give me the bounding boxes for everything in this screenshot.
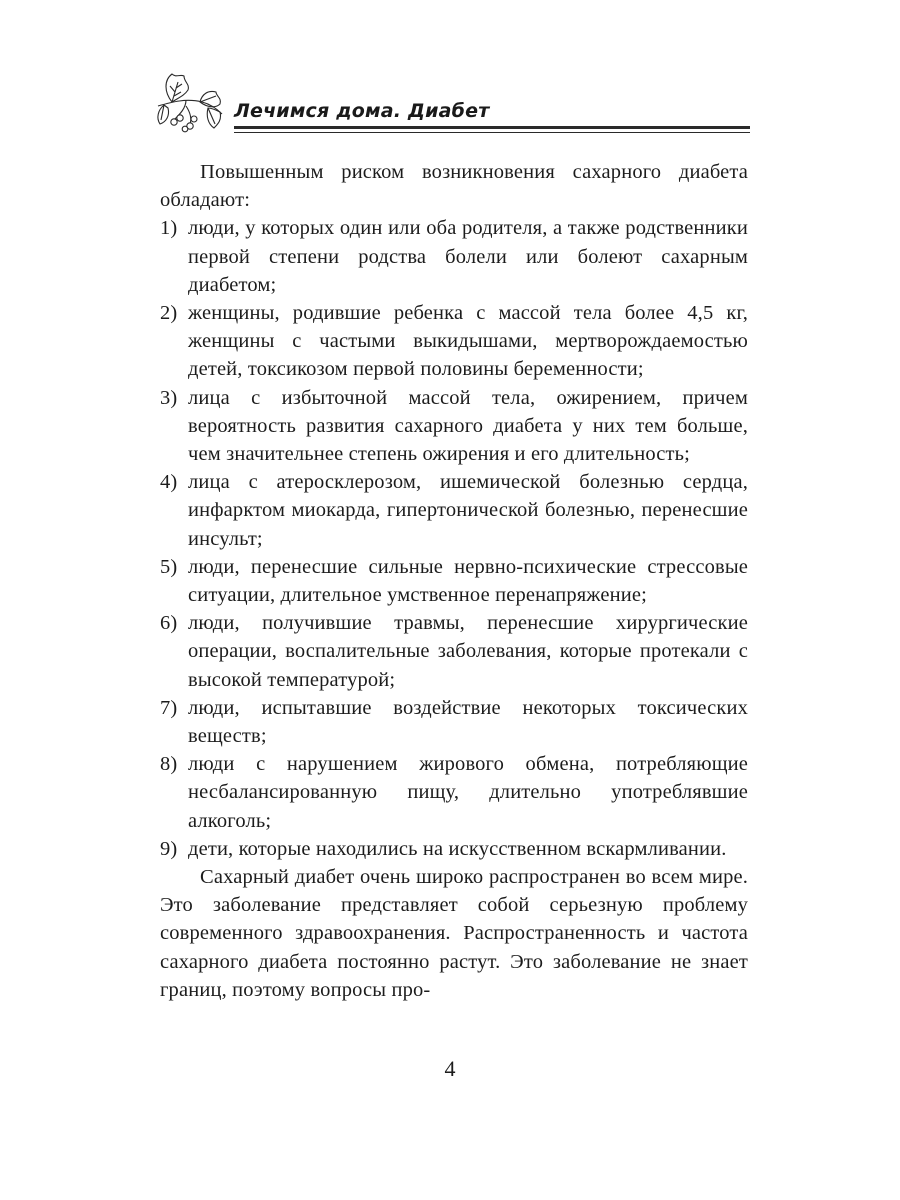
- list-item-text: лица с атеросклерозом, ишемической болезнью сердца, инфарктом миокарда, гипертонической болезнью, перенесшие инсульт;: [188, 471, 748, 550]
- list-item: [160, 468, 748, 553]
- list-item-text: люди, у которых один или оба родителя, а также родственники первой степени родства болели или болеют сахарным диабетом;: [188, 217, 748, 296]
- running-title: Лечимся дома. Диабет: [234, 100, 490, 122]
- list-item: [160, 299, 748, 384]
- list-number: 3): [160, 386, 178, 409]
- list-item-text: люди, перенесшие сильные нервно-психические стрессовые ситуации, длительное умственное перенапряжение;: [188, 555, 748, 607]
- list-number: 5): [160, 555, 178, 578]
- list-item-text: люди, испытавшие воздействие некоторых токсических веществ;: [188, 696, 748, 748]
- list-number: 8): [160, 753, 178, 776]
- header-rule-thin: [234, 132, 750, 133]
- list-item-text: лица с избыточной массой тела, ожирением, причем вероятность развития сахарного диабета у них тем больше, чем значительнее степень ожирения и его длительность;: [188, 386, 748, 466]
- page-header: [150, 62, 750, 142]
- list-item: [160, 609, 748, 694]
- list-item: [160, 835, 748, 863]
- list-item: [160, 553, 748, 609]
- list-item: [160, 750, 748, 835]
- list-number: 6): [160, 612, 178, 635]
- list-item-text: люди с нарушением жирового обмена, потребляющие несбалансированную пищу, длительно употреблявшие алкоголь;: [188, 753, 748, 832]
- header-rule: [234, 126, 750, 129]
- list-item-text: дети, которые находились на искусственном вскармливании.: [188, 837, 727, 860]
- list-number: 1): [160, 217, 178, 240]
- list-item: [160, 384, 748, 469]
- list-number: 9): [160, 837, 178, 860]
- list-item-text: женщины, родившие ребенка с массой тела более 4,5 кг, женщины с частыми выкидышами, мертворождаемостью детей, токсикозом первой половины беременности;: [188, 302, 748, 381]
- list-number: 7): [160, 696, 178, 719]
- list-number: 2): [160, 302, 178, 325]
- page-body: [160, 158, 748, 1004]
- list-item-text: люди, получившие травмы, перенесшие хирургические операции, воспалительные заболевания, которые протекали с высокой температурой;: [188, 612, 748, 691]
- list-item: [160, 694, 748, 750]
- list-item: [160, 214, 748, 299]
- intro-paragraph: Повышенным риском возникновения сахарного диабета обладают:: [160, 161, 748, 212]
- currant-branch-icon: [150, 62, 230, 142]
- closing-paragraph: Сахарный диабет очень широко распространен во всем мире. Это заболевание представляет собой серьезную проблему современного здравоохранения. Распространенность и частота сахарного диабета постоянно растут. Это заболевание не знает границ, поэтому вопросы про-: [160, 866, 748, 1001]
- page-number: 4: [444, 1056, 456, 1081]
- list-number: 4): [160, 471, 178, 494]
- risk-list: [160, 214, 748, 863]
